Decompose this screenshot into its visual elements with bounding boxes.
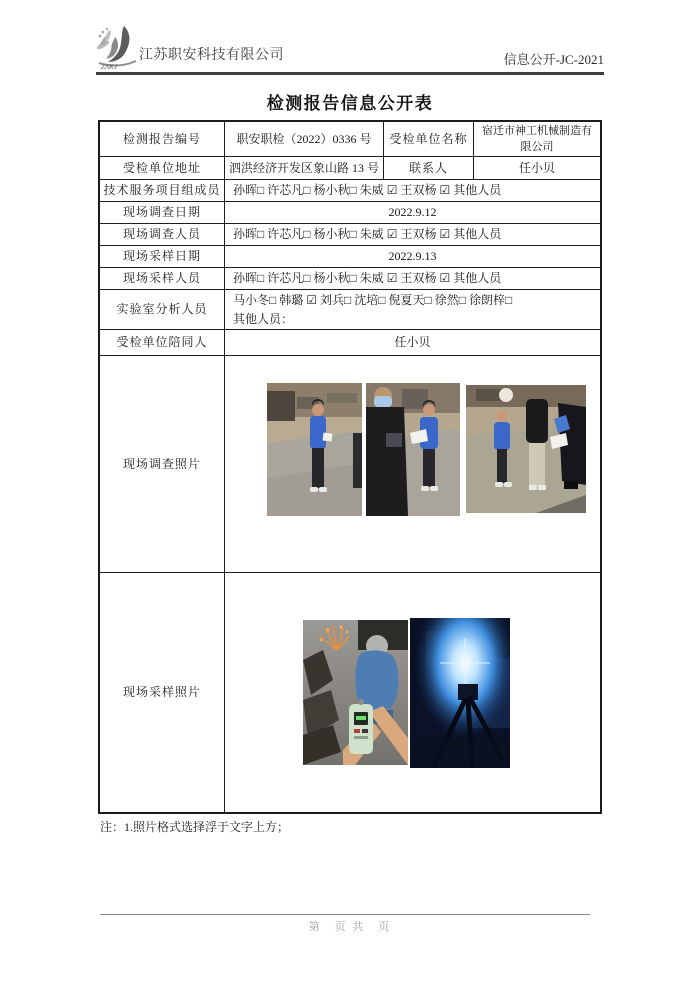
document-code: 信息公开-JC-2021 xyxy=(503,52,604,67)
company-name: 江苏职安科技有限公司 xyxy=(139,48,284,63)
lab-analysts-line1: 马小冬□ 韩璐 ☑ 刘兵□ 沈培□ 倪夏天□ 徐然□ 徐朗梓□ xyxy=(233,292,513,307)
unit-address-label: 受检单位地址 xyxy=(100,157,225,180)
inspected-unit-name-value: 宿迁市神工机械制造有限公司 xyxy=(474,122,600,157)
tech-team-label: 技术服务项目组成员 xyxy=(100,180,225,202)
unit-address-value: 泗洪经济开发区象山路 13 号 xyxy=(225,157,384,180)
survey-staff-value: 孙晖□ 许芯凡□ 杨小秋□ 朱威 ☑ 王双杨 ☑ 其他人员 xyxy=(225,224,600,246)
tech-team-value: 孙晖□ 许芯凡□ 杨小秋□ 朱威 ☑ 王双杨 ☑ 其他人员 xyxy=(225,180,600,202)
contact-person-value: 任小贝 xyxy=(474,157,600,180)
companion-label: 受检单位陪同人 xyxy=(100,330,225,356)
page-title: 检测报告信息公开表 xyxy=(266,94,434,113)
sampling-photos-cell xyxy=(225,573,600,812)
zakj-logo-icon xyxy=(94,24,142,70)
report-info-table xyxy=(98,120,602,814)
header-rule xyxy=(96,72,604,75)
sampling-date-label: 现场采样日期 xyxy=(100,246,225,268)
footer-rule xyxy=(100,914,590,915)
survey-date-label: 现场调查日期 xyxy=(100,202,225,224)
sampling-photo-1 xyxy=(303,620,408,765)
survey-photo-2 xyxy=(366,383,460,516)
lab-analysts-value xyxy=(225,290,600,330)
survey-photo-1 xyxy=(267,383,362,516)
report-number-value: 职安职检（2022）0336 号 xyxy=(225,122,384,157)
contact-person-label: 联系人 xyxy=(384,157,474,180)
sampling-photos-label: 现场采样照片 xyxy=(100,573,225,812)
survey-photos-label: 现场调查照片 xyxy=(100,356,225,573)
sampling-photo-2 xyxy=(410,618,510,768)
survey-photos-cell xyxy=(225,356,600,573)
lab-analysts-label: 实验室分析人员 xyxy=(100,290,225,330)
sampling-staff-value: 孙晖□ 许芯凡□ 杨小秋□ 朱威 ☑ 王双杨 ☑ 其他人员 xyxy=(225,268,600,290)
inspected-unit-name-label: 受检单位名称 xyxy=(384,122,474,157)
report-number-label: 检测报告编号 xyxy=(100,122,225,157)
page-number-footer: 第 页 共 页 xyxy=(308,921,392,933)
companion-value: 任小贝 xyxy=(225,330,600,356)
sampling-staff-label: 现场采样人员 xyxy=(100,268,225,290)
sampling-date-value: 2022.9.13 xyxy=(225,246,600,268)
survey-staff-label: 现场调查人员 xyxy=(100,224,225,246)
lab-analysts-line2: 其他人员： xyxy=(233,311,294,326)
svg-text:ZAKJ: ZAKJ xyxy=(101,63,117,70)
survey-photo-3 xyxy=(466,385,586,513)
survey-date-value: 2022.9.12 xyxy=(225,202,600,224)
photo-format-note: 注：1.照片格式选择浮于文字上方； xyxy=(100,820,290,834)
